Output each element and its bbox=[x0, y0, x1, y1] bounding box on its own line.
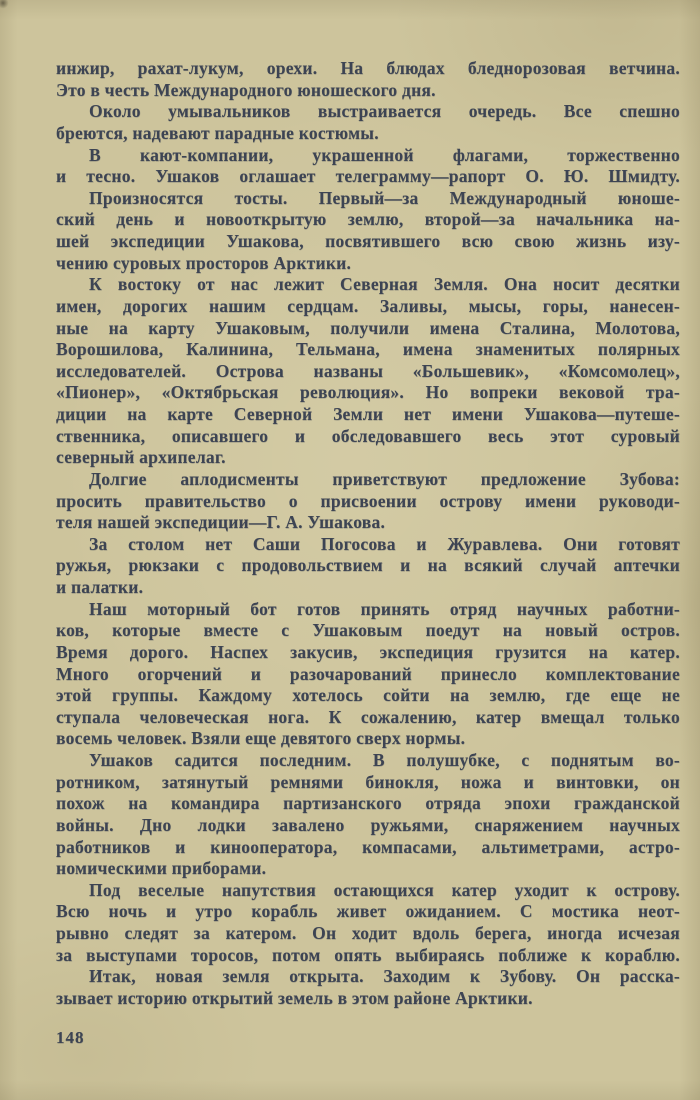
paragraph bbox=[56, 58, 680, 101]
text-line: Всю ночь и утро корабль живет ожиданием. С мостика неот- bbox=[56, 901, 680, 922]
paragraph bbox=[56, 966, 680, 1009]
paragraph bbox=[56, 750, 680, 880]
text-line: имен, дорогих нашим сердцам. Заливы, мысы, горы, нанесен- bbox=[56, 295, 680, 316]
text-line: Много огорчений и разочарований принесло комплектование bbox=[56, 663, 680, 684]
text-line: ступала человеческая нога. К сожалению, катер вмещал только bbox=[56, 706, 680, 727]
text-line: ружья, рюкзаки с продовольствием и на всякий случай аптечки bbox=[56, 555, 680, 576]
text-line: ственника, описавшего и обследовавшего весь этот суровый bbox=[56, 425, 680, 446]
text-line: за выступами торосов, потом опять выбираясь поближе к кораблю. bbox=[56, 944, 680, 965]
text-line: просить правительство о присвоении острову имени руководи- bbox=[56, 490, 680, 511]
text-line: инжир, рахат-лукум, орехи. На блюдах бледнорозовая ветчина. bbox=[56, 58, 680, 78]
text-line: К востоку от нас лежит Северная Земля. Она носит десятки bbox=[89, 274, 680, 295]
text-line: Наш моторный бот готов принять отряд научных работни- bbox=[89, 598, 680, 619]
text-line: бреются, надевают парадные костюмы. bbox=[56, 122, 379, 143]
text-line: зывает историю открытий земель в этом районе Арктики. bbox=[56, 987, 533, 1008]
text-line: северный архипелаг. bbox=[56, 447, 226, 468]
text-line: номическими приборами. bbox=[56, 858, 267, 879]
text-line: ные на карту Ушаковым, получили имена Сталина, Молотова, bbox=[56, 317, 680, 338]
text-line: войны. Дно лодки завалено ружьями, снаряжением научных bbox=[56, 814, 680, 835]
text-line: За столом нет Саши Погосова и Журавлева. Они готовят bbox=[89, 533, 680, 554]
paragraph bbox=[56, 469, 680, 534]
paragraph bbox=[56, 188, 680, 275]
paragraph bbox=[56, 101, 680, 144]
text-line: Итак, новая земля открыта. Заходим к Зубову. Он расска- bbox=[89, 966, 680, 987]
text-line: чению суровых просторов Арктики. bbox=[56, 252, 352, 273]
text-line: Ворошилова, Калинина, Тельмана, имена знаменитых полярных bbox=[56, 339, 680, 360]
text-line: Это в честь Международного юношеского дня. bbox=[56, 79, 436, 100]
paragraph bbox=[56, 145, 680, 188]
text-line: диции на карте Северной Земли нет имени Ушакова—путеше- bbox=[56, 404, 680, 424]
text-line: исследователей. Острова названы «Большевик», «Комсомолец», bbox=[56, 360, 680, 381]
text-line: теля нашей экспедиции—Г. А. Ушакова. bbox=[56, 512, 386, 533]
text-line: работников и кинооператора, компасами, альтиметрами, астро- bbox=[56, 836, 680, 857]
text-line: восемь человек. Взяли еще девятого сверх нормы. bbox=[56, 728, 466, 749]
text-line: ский день и новооткрытую землю, второй—за начальника на- bbox=[56, 209, 680, 230]
text-line: похож на командира партизанского отряда эпохи гражданской bbox=[56, 793, 680, 814]
text-line: ротником, затянутый ремнями бинокля, ножа и винтовки, он bbox=[56, 771, 680, 792]
text-line: шей экспедиции Ушакова, посвятившего всю свою жизнь изу- bbox=[56, 231, 680, 251]
page-number: 148 bbox=[56, 1028, 85, 1047]
text-line: ков, которые вместе с Ушаковым поедут на новый остров. bbox=[56, 620, 680, 641]
text-line: этой группы. Каждому хотелось сойти на землю, где еще не bbox=[56, 685, 680, 706]
text-line: Долгие аплодисменты приветствуют предложение Зубова: bbox=[89, 468, 680, 489]
page-text bbox=[56, 58, 680, 1010]
text-line: Под веселые напутствия остающихся катер уходит к острову. bbox=[89, 879, 680, 900]
paragraph bbox=[56, 274, 680, 469]
text-line: Ушаков садится последним. В полушубке, с поднятым во- bbox=[89, 750, 680, 770]
paragraph bbox=[56, 880, 680, 967]
text-line: Произносятся тосты. Первый—за Международный юноше- bbox=[89, 187, 680, 208]
text-line: рывно следят за катером. Он ходит вдоль берега, иногда исчезая bbox=[56, 923, 680, 943]
paragraph bbox=[56, 534, 680, 599]
text-line: «Пионер», «Октябрьская революция». Но вопреки вековой тра- bbox=[56, 382, 680, 403]
text-line: Время дорого. Наспех закусив, экспедиция грузится на катер. bbox=[56, 641, 680, 662]
text-line: Около умывальников выстраивается очередь. Все спешно bbox=[89, 101, 680, 122]
text-line: В кают-компании, украшенной флагами, торжественно bbox=[89, 144, 680, 165]
text-line: и тесно. Ушаков оглашает телеграмму—рапорт О. Ю. Шмидту. bbox=[56, 166, 680, 187]
paragraph bbox=[56, 599, 680, 750]
text-line: и палатки. bbox=[56, 577, 144, 597]
